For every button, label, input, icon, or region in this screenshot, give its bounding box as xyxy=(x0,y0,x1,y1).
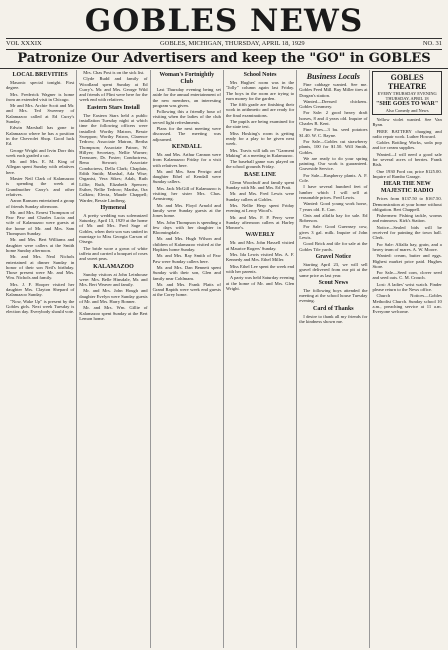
article-paragraph: Mr. and Mrs. E. M. King of Allegan spent Sunday with relatives here. xyxy=(6,159,75,175)
columns-container xyxy=(4,70,444,648)
section-heading: KENDALL xyxy=(171,143,202,150)
article-paragraph: For Sale—Gobles cut strawberry plants, 100 for $1.50. Will Smith, Gobles. xyxy=(299,138,368,155)
article-paragraph: Oats and alfalfa hay for sale. Ed Roberson. xyxy=(299,212,368,224)
article-paragraph: For Sale: Good Guernsey cow, gives 3 gal. milk. Inquire of John Lewis. xyxy=(299,224,368,241)
article-paragraph: Gobles Bottling Works, soda pop and ice cream supplies. xyxy=(372,140,442,151)
article-paragraph: Mr. and Mrs. Neal Nichols entertained at dinner Sunday in honor of their son Neil's birthday. Those present were Mr. and Mrs. Wm. Nichols and family. xyxy=(6,254,75,281)
article-paragraph: Prices from $137.50 to $167.50. Demonstration at your home without obligation. Bert Chappell. xyxy=(372,196,442,212)
article-paragraph: For Sale: 2 good heavy draft horses, 8 and 4 years old. Inquire of Charles B. Kent. xyxy=(299,110,368,127)
section-heading: School Notes xyxy=(243,72,277,78)
section-heading: Woman's Fortnightly Club xyxy=(159,72,215,85)
article-paragraph: Mr. and Mrs. Ray Smith of Paw Paw were Sunday callers here. xyxy=(152,253,221,264)
section-heading: Gravel Notice xyxy=(315,253,352,260)
section-heading: KALAMAZOO xyxy=(93,263,134,270)
article-paragraph: One 1930 Ford car, price $125.00. Inquire of Rambo Garage. xyxy=(372,168,442,179)
article-paragraph: Mr. and Mrs. Arthur Cannon were from Kalamazoo Friday for a visit with relatives here. xyxy=(152,151,221,168)
article-paragraph: Mr. and Mrs. John Hough and daughter Evelyn were Sunday guests of Mr. and Mrs. Harry Bonner. xyxy=(79,288,148,304)
section-heading: Eastern Stars Install xyxy=(87,104,140,111)
article-paragraph: Mrs. Jack McGill of Kalamazoo is visiting her sister Mrs. Chas. Armstrong. xyxy=(152,185,221,202)
section-heading: Business Locals xyxy=(306,72,360,81)
article-paragraph: The Eastern Stars held a public installation Tuesday night at which time the following officers were installed: Worthy Matron, Bessie Sweppon; Worthy Patron, Clarence Tedrow; Associate Matron, Bertha Thompson; Associate Patron, W. Hillyer; Secretary, Nellie Warner; Treasurer, Dr. Foster; Conductress, Rena Stewart; Associate Conductress, Della Clark; Chaplain, Edith Smith; Marshal, Ada Wise; Organist, Vera Sikes; Adah, Ruth Lillie; Ruth, Elizabeth Spencer; Esther, Nellie Tedrow; Martha, Ora Calkins; Electa, Maude Chappell; Warder, Bessie Lindberg. xyxy=(79,112,148,203)
column-1 xyxy=(4,70,77,648)
article-paragraph: Aaron Ransom entertained a group of friends Sunday afternoon. xyxy=(6,198,75,209)
article-paragraph: Mr. and Mrs. Frank Platts of Grand Rapids were week end guests at the Corey home. xyxy=(152,281,221,298)
article-paragraph: Church Notices—Gobles Methodist Church. Sunday school 10 a.m., preaching service at 11 a.m. Everyone welcome. xyxy=(372,293,442,315)
article-paragraph: Wanted—Dressed chickens. Gobles Creamery. xyxy=(299,98,368,110)
article-paragraph: Mr. and Mrs. Bert Williams and daughter were callers at the Smith home Sunday afternoon. xyxy=(6,237,75,253)
section-heading: LOCAL BREVITIES xyxy=(12,72,68,78)
article-paragraph: Mr. and Mrs. Wm. Gillie of Kalamazoo spent Sunday at the Bert Lemon home. xyxy=(79,305,148,321)
article-paragraph: A pretty wedding was solemnized Saturday, April 13, 1929 at the home of Mr. and Mrs. Fred Sage of Gobles, when their son was united in marriage to Miss Georgia Carson of Otsego. xyxy=(79,212,148,245)
article-paragraph: Mr. and Mrs. Dan Bennett spent Sunday with their son, Glen and family near Cohlmam. xyxy=(152,264,221,281)
article-paragraph: For Sale—Seed corn, clover seed and seed oats. C. M. Crouch. xyxy=(372,270,442,281)
ad-line: EVERY THURSDAY EVENING xyxy=(377,91,437,96)
article-paragraph: Mr. and Mrs. F. P. Perry were Sunday afternoon callers at Harley Monroe's. xyxy=(225,214,295,231)
newspaper-title: GOBLES NEWS xyxy=(84,3,364,39)
article-paragraph: Mrs. Nellie Herp spent Friday evening at Leroy Wood's. xyxy=(225,202,295,214)
article-paragraph: Clyde Rudd and family of Woodland spent Sunday at Ed Curry's. Mr. and Mrs. George Wild and friends of Flint were here for the week end with relatives. xyxy=(79,76,148,103)
article-paragraph: Fine Foes—3 bu. seed potatoes $1.40. W. C. Bayne. xyxy=(299,127,368,138)
article-paragraph: "Now, Wake Up" is present by the Gobles girls. Next week Tuesday is election day. Everybody should vote. xyxy=(6,298,75,315)
article-paragraph: Mrs. Frederick Wagner is home from an extended visit in Chicago. xyxy=(6,91,75,102)
article-paragraph: Notice—Sealed bids will be received for painting the town hall. Clerk. xyxy=(372,224,442,241)
article-paragraph: George Wright and Irvin Dorr this week each graded a car. xyxy=(6,147,75,158)
article-paragraph: The pupils are being examined for the state test. xyxy=(225,119,295,130)
article-paragraph: Master Neil Clark of Kalamazoo is spending the week at Grandmother Carry's and other relatives. xyxy=(6,176,75,197)
article-paragraph: FREE BATTERY charging and radio repair work. Luther Howard. xyxy=(372,128,442,139)
article-paragraph: Mrs. Travis will talk on "Garment Making" at a meeting in Kalamazoo. xyxy=(225,147,295,158)
article-paragraph: The following boys attended the meeting at the school house Tuesday evening. xyxy=(299,287,368,304)
section-heading: WAVERLY xyxy=(245,232,275,239)
article-paragraph: The baseball game was played on the school grounds Friday. xyxy=(225,159,295,170)
article-paragraph: Last Thursday evening being set aside for the annual entertainment of the new members, an interesting program was given. xyxy=(152,87,221,108)
column-6 xyxy=(370,70,443,648)
article-paragraph: A party was held Saturday evening at the home of Mr. and Mrs. Glen Wright. xyxy=(225,275,295,291)
article-paragraph: Mr. and Mrs. Hugh Wilson and children of Kalamazoo visited at the Hopkins home Sunday. xyxy=(152,236,221,253)
date-label: GOBLES, MICHIGAN, THURSDAY, APRIL 18, 1929 xyxy=(159,40,305,47)
article-paragraph: Good Brick and tile for sale at the Gobles Tile yards. xyxy=(299,241,368,252)
ad-line: Also Comedy and News xyxy=(385,108,429,113)
article-paragraph: Mrs. John Thompson is spending a few days with her daughter in Bloomingdale. xyxy=(152,219,221,236)
issue-number: NO. 31 xyxy=(422,40,442,47)
article-paragraph: Glenn Woodruff and family spent Sunday with Mr. and Mrs. Ed Pratt. xyxy=(225,179,295,191)
column-2 xyxy=(77,70,150,648)
article-paragraph: Wanted: cream, butter and eggs. Highest market price paid. Hughes Store. xyxy=(372,253,442,269)
ad-feature: "SHE GOES TO WAR" xyxy=(376,101,439,107)
article-paragraph: Sunday visitors at John Leinhouse were: Mrs. Belle Hinsdale, Mr. and Mrs. Bert Weaver and family. xyxy=(79,271,148,288)
article-paragraph: Plans for the next meeting were discussed. The meeting was adjourned. xyxy=(152,126,221,142)
article-paragraph: I have several hundred feet of lumber which I will sell at reasonable prices. Fred Lewis. xyxy=(299,184,368,200)
article-paragraph: For Sale: Alfalfa hay, grain, and a heavy team of mares. A. W. Moore. xyxy=(372,241,442,252)
article-paragraph: For Sale—Raspberry plants. A. F. Cole. xyxy=(299,172,368,184)
banner-headline: Patronize Our Advertisers and keep the "GO" in GOBLES xyxy=(0,50,448,69)
article-paragraph: Following this a friendly hour of visiting when the ladies of the club served light refreshments. xyxy=(152,109,221,125)
section-heading: Card of Thanks xyxy=(313,305,354,312)
article-paragraph: Mr. and Mrs. John Hassell visited at Maurice Rogers' Sunday. xyxy=(225,240,295,251)
article-paragraph: Mrs. J. F. Hooper visited her daughter Mrs. Clayton Shepard of Kalamazoo Sunday. xyxy=(6,281,75,298)
article-paragraph: Mrs. Ida Lewis visited Mrs. A. F. Kennedy and Mrs. Ethel Miller. xyxy=(225,252,295,263)
article-paragraph: Wanted: Good young work horse, 7 years old. E. Carr. xyxy=(299,201,368,212)
dateline-bar xyxy=(6,38,442,50)
column-4 xyxy=(224,70,297,648)
article-paragraph: Mr. and Mrs. Fred Lewis were Sunday callers at Gobles. xyxy=(225,191,295,202)
article-paragraph: Mr. and Mrs. Sam Perrigo and daughter Ethel of Kendall were Sunday callers. xyxy=(152,168,221,185)
article-paragraph: Starting April 23, we will sell gravel delivered from our pit at the same price as last year. xyxy=(299,261,368,278)
section-heading: Hymeneal xyxy=(100,204,127,211)
theatre-ad xyxy=(372,71,441,115)
section-heading: BASE LINE xyxy=(244,171,276,178)
article-paragraph: Wanted—I will need a good sale for several acres of berries. Frank Bish. xyxy=(372,151,442,168)
article-paragraph: Miss Ethel Lee spent the week end with her parents. xyxy=(225,263,295,274)
article-paragraph: Mrs. Chas Post is on the sick list. xyxy=(83,70,145,75)
ad-title: GOBLES THEATRE xyxy=(387,73,427,91)
ad-line: THURSDAY, APRIL 18 xyxy=(385,96,429,101)
article-paragraph: Edwin Marshall has gone to Kalamazoo where he has a position in the Chevrolet Shop. Good luck Ed. xyxy=(6,125,75,147)
article-paragraph: The fifth grade are finishing their work in arithmetic and are ready for the final examinations. xyxy=(225,102,295,118)
column-5 xyxy=(297,70,370,648)
article-paragraph: I desire to thank all my friends for the kindness shown me. xyxy=(299,313,368,324)
section-heading: Scout News xyxy=(318,279,349,286)
article-paragraph: Miss Hosking's room is getting ready for a play to be given next week. xyxy=(225,130,295,147)
article-paragraph: Fishermen: Fishing tackle, worms and minnows. Kirk's Station. xyxy=(372,213,442,224)
article-paragraph: Lost: A ladies' wrist watch. Finder please return to the News office. xyxy=(372,281,442,293)
section-heading: HEAR THE NEW MAJESTIC RADIO xyxy=(380,181,434,195)
article-paragraph: Mr and Mrs. Archie Scott and Mr. and Mrs. Ted Sweeney of Kalamazoo called at Ed Curry's Sunday. xyxy=(6,103,75,125)
volume-label: VOL XXXIX xyxy=(6,40,42,47)
article-paragraph: Mr. and Mrs. Ernest Thompson of Paw Paw and Charles Lucia and wife of Kalamazoo were guests at the home of Mr. and Mrs. Sam Thompson Sunday. xyxy=(6,209,75,237)
article-paragraph: The bride wore a gown of white taffeta and carried a bouquet of roses and sweet peas. xyxy=(79,245,148,262)
article-paragraph: We are ready to do your spring painting. Our work is guaranteed. Graveside Service. xyxy=(299,155,368,172)
article-paragraph: Masonic special tonight. First degree. xyxy=(6,80,75,91)
column-3 xyxy=(151,70,224,648)
article-paragraph: Fine cabbage wanted. See me. Gobles Feed Mill. Buy Miller tires at Dorgan's station. xyxy=(299,82,368,98)
article-paragraph: Mr. and Mrs. Floyd Arnold and family were Sunday guests at the Jones home. xyxy=(152,202,221,219)
article-paragraph: Yellow violet wanted. See Van Ryan. xyxy=(372,117,442,128)
article-paragraph: Mrs Hughes' room was in the "Jolly" column again last Friday. The boys in the room are trying to earn money for the garden. xyxy=(225,80,295,101)
